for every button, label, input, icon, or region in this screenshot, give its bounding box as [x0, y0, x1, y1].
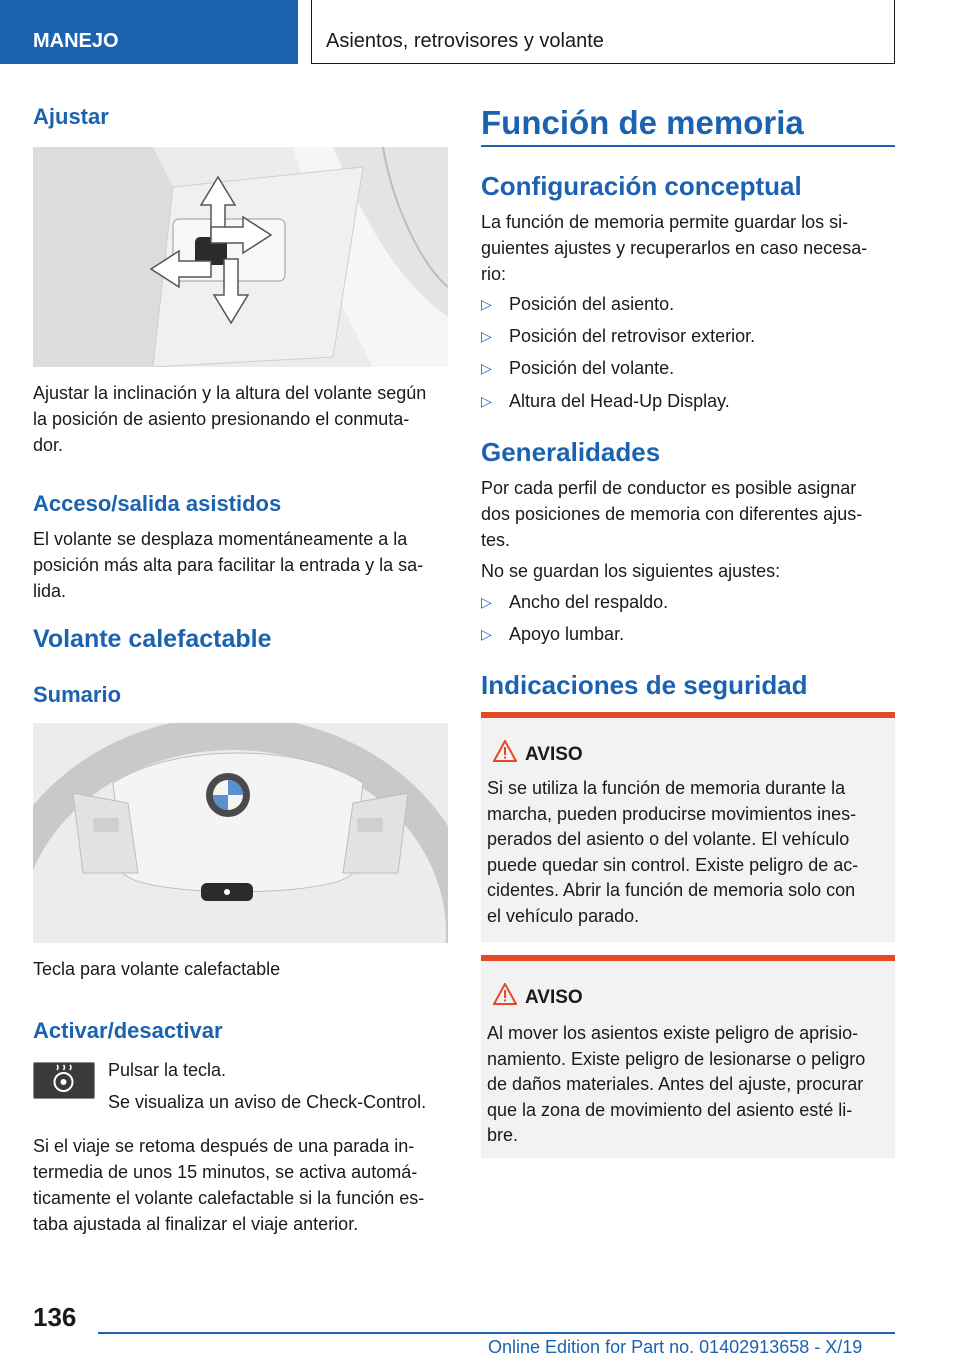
bullet-triangle-icon: ▷: [481, 626, 492, 642]
paragraph-line: termedia de unos 15 minutos, se activa automá-: [33, 1162, 418, 1182]
warning-line: bre.: [487, 1125, 519, 1146]
chapter-title: Asientos, retrovisores y volante: [311, 0, 895, 64]
paragraph-line: posición más alta para facilitar la entrada y la sa-: [33, 555, 424, 575]
paragraph-line: ticamente el volante calefactable si la función es-: [33, 1188, 425, 1208]
heading-safety: Indicaciones de seguridad: [481, 670, 808, 700]
paragraph-line: tes.: [481, 530, 511, 550]
warning-line: marcha, pueden producirse movimientos ines-: [487, 803, 857, 824]
bullet-triangle-icon: ▷: [481, 594, 492, 610]
list-item-text: Posición del volante.: [509, 358, 675, 378]
heading-memory: Función de memoria: [481, 104, 804, 141]
warning-box: [481, 955, 895, 1158]
warning-text: [487, 776, 889, 930]
warning-line: de daños materiales. Antes del ajuste, procurar: [487, 1074, 864, 1095]
list-item-text: Ancho del respaldo.: [509, 592, 669, 612]
warning-line: Si se utiliza la función de memoria durante la: [487, 778, 846, 798]
warning-title: AVISO: [525, 987, 583, 1008]
warning-line: que la zona de movimiento del asiento esté li-: [487, 1099, 853, 1120]
caption-adjust-line: la posición de asiento presionando el conmuta-: [33, 409, 410, 429]
heading-heated-wheel: Volante calefactable: [33, 625, 272, 653]
paragraph-line: Por cada perfil de conductor es posible asignar: [481, 478, 857, 498]
bullet-triangle-icon: ▷: [481, 328, 492, 344]
heading-toggle: Activar/desactivar: [33, 1018, 223, 1043]
bullet-triangle-icon: ▷: [481, 296, 492, 312]
paragraph-line: Si el viaje se retoma después de una parada in-: [33, 1136, 415, 1156]
caption-adjust-line: Ajustar la inclinación y la altura del volante según: [33, 383, 427, 403]
footer-rule: [98, 1332, 895, 1334]
warning-line: cidentes. Abrir la función de memoria solo con: [487, 880, 856, 901]
heading-access: Acceso/salida asistidos: [33, 491, 282, 516]
bullet-triangle-icon: ▷: [481, 393, 492, 409]
warning-line: namiento. Existe peligro de lesionarse o peligro: [487, 1048, 866, 1069]
paragraph-access: [33, 526, 448, 604]
paragraph-line: La función de memoria permite guardar los si-: [481, 212, 849, 232]
warning-line: el vehículo parado.: [487, 905, 640, 926]
paragraph-line: lida.: [33, 581, 67, 601]
heading-general: Generalidades: [481, 437, 661, 467]
toggle-step-1: Pulsar la tecla.: [108, 1060, 227, 1080]
warning-line: Al mover los asientos existe peligro de aprisio-: [487, 1023, 859, 1043]
warning-triangle-icon: [493, 740, 517, 767]
paragraph-general: [481, 475, 895, 553]
steering-column-adjust-illustration: [33, 147, 448, 367]
list-item-text: Apoyo lumbar.: [509, 624, 625, 644]
footer-edition: Online Edition for Part no. 01402913658 - X/19: [488, 1337, 863, 1357]
toggle-step-2: Se visualiza un aviso de Check-Control.: [108, 1092, 427, 1112]
paragraph-line: El volante se desplaza momentáneamente a la: [33, 529, 408, 549]
list-item-text: Altura del Head-Up Display.: [509, 391, 730, 411]
warning-title: AVISO: [525, 744, 583, 765]
warning-line: puede quedar sin control. Existe peligro de ac-: [487, 854, 859, 875]
caption-adjust-line: dor.: [33, 435, 64, 455]
warning-box: [481, 712, 895, 942]
paragraph-line: guientes ajustes y recuperarlos en caso necesa-: [481, 238, 868, 258]
heading-summary: Sumario: [33, 682, 122, 707]
paragraph-line: rio:: [481, 264, 507, 284]
paragraph-not-saved: No se guardan los siguientes ajustes:: [481, 561, 781, 581]
heading-adjust: Ajustar: [33, 104, 109, 129]
caption-summary: Tecla para volante calefactable: [33, 959, 281, 979]
warning-line: perados del asiento o del volante. El vehículo: [487, 829, 850, 850]
heated-wheel-button-icon: [33, 1062, 95, 1099]
paragraph-line: taba ajustada al finalizar el viaje anterior.: [33, 1214, 359, 1234]
list-item-text: Posición del retrovisor exterior.: [509, 326, 756, 346]
steering-wheel-illustration: [33, 723, 448, 943]
paragraph-concept: [481, 209, 895, 287]
section-tab: MANEJO: [0, 0, 298, 64]
list-item-text: Posición del asiento.: [509, 294, 675, 314]
page-number: 136: [33, 1302, 77, 1332]
bullet-triangle-icon: ▷: [481, 360, 492, 376]
paragraph-trip: [33, 1133, 448, 1237]
warning-text: [487, 1021, 889, 1149]
paragraph-line: dos posiciones de memoria con diferentes ajus-: [481, 504, 863, 524]
warning-triangle-icon: [493, 983, 517, 1010]
heading-concept: Configuración conceptual: [481, 171, 802, 201]
caption-adjust: [33, 380, 448, 458]
heading-underline: [481, 145, 895, 147]
